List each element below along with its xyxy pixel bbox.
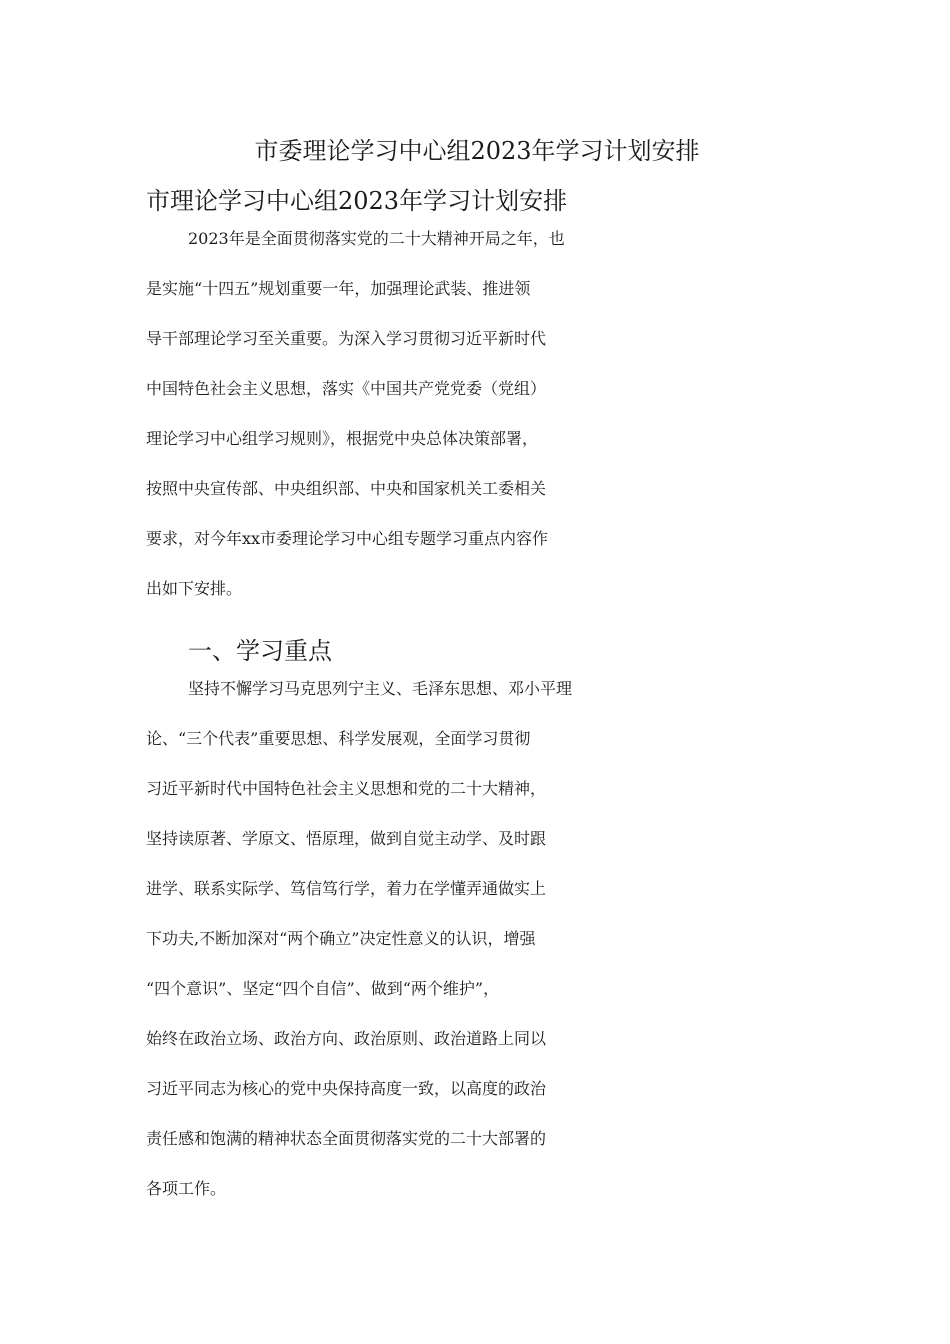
- paragraph-line: 出如下安排。: [146, 579, 243, 598]
- paragraph-line: 按照中央宣传部、中央组织部、中央和国家机关工委相关: [146, 479, 547, 498]
- paragraph-line: 各项工作。: [146, 1179, 227, 1198]
- section-heading: 一、学习重点: [188, 637, 332, 665]
- document-title: 市委理论学习中心组2023年学习计划安排: [254, 137, 700, 165]
- paragraph-line: 是实施“十四五”规划重要一年，加强理论武装、推进领: [146, 279, 531, 298]
- paragraph-line: 习近平新时代中国特色社会主义思想和党的二十大精神，: [146, 779, 547, 798]
- paragraph-line: 论、“三个代表”重要思想、科学发展观，全面学习贯彻: [146, 729, 531, 748]
- paragraph-line: 责任感和饱满的精神状态全面贯彻落实党的二十大部署的: [146, 1129, 547, 1148]
- document-page: [146, 126, 808, 1226]
- paragraph-line: “四个意识”、坚定“四个自信”、做到“两个维护”，: [146, 979, 500, 998]
- paragraph-line: 习近平同志为核心的党中央保持高度一致，以高度的政治: [146, 1079, 547, 1098]
- section-paragraph: [146, 676, 808, 1226]
- paragraph-line: 理论学习中心组学习规则》，根据党中央总体决策部署，: [146, 429, 539, 448]
- intro-paragraph: [146, 226, 808, 626]
- paragraph-line: 坚持读原著、学原文、悟原理，做到自觉主动学、及时跟: [146, 829, 547, 848]
- paragraph-line: 坚持不懈学习马克思列宁主义、毛泽东思想、邓小平理: [188, 679, 573, 698]
- paragraph-line: 进学、联系实际学、笃信笃行学，着力在学懂弄通做实上: [146, 879, 547, 898]
- document-subtitle: 市理论学习中心组2023年学习计划安排: [146, 187, 568, 215]
- paragraph-line: 中国特色社会主义思想，落实《中国共产党党委（党组）: [146, 379, 547, 398]
- paragraph-line: 始终在政治立场、政治方向、政治原则、政治道路上同以: [146, 1029, 547, 1048]
- paragraph-line: 2023年是全面贯彻落实党的二十大精神开局之年，也: [188, 229, 565, 248]
- paragraph-line: 要求，对今年xx市委理论学习中心组专题学习重点内容作: [146, 529, 549, 548]
- paragraph-line: 下功夫,不断加深对“两个确立”决定性意义的认识，增强: [146, 929, 536, 948]
- paragraph-line: 导干部理论学习至关重要。为深入学习贯彻习近平新时代: [146, 329, 547, 348]
